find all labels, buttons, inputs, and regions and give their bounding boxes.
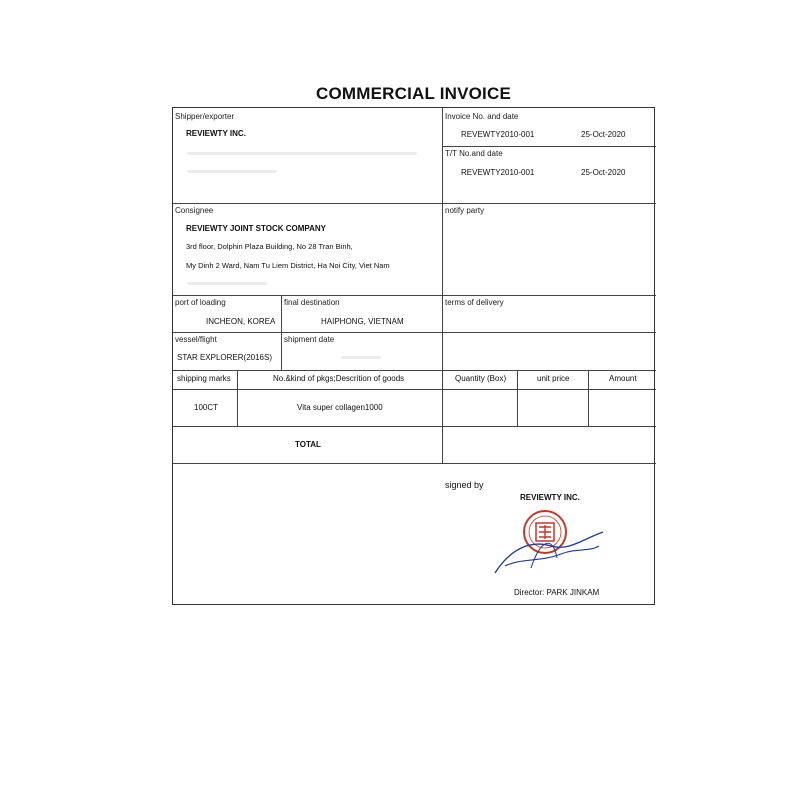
tt-label: T/T No.and date	[445, 149, 503, 158]
tt-number: REVEWTY2010-001	[461, 168, 535, 177]
document-title: COMMERCIAL INVOICE	[315, 84, 512, 103]
invoice-number: REVEWTY2010-001	[461, 130, 535, 139]
divider	[173, 389, 656, 390]
director-signature	[491, 518, 611, 578]
vessel-label: vessel/flight	[175, 335, 217, 344]
consignee-address-line-1: 3rd floor, Dolphin Plaza Building, No 28 Tran Binh,	[186, 242, 353, 251]
header-amount: Amount	[609, 374, 637, 383]
invoice-label: Invoice No. and date	[445, 112, 519, 121]
tt-date: 25-Oct-2020	[581, 168, 626, 177]
redacted-text	[341, 356, 381, 359]
header-shipping-marks: shipping marks	[177, 374, 231, 383]
divider	[442, 108, 443, 463]
divider	[173, 295, 656, 296]
redacted-text	[187, 152, 417, 155]
notify-party-label: notify party	[445, 206, 485, 215]
divider	[588, 370, 589, 426]
consignee-name: REVIEWTY JOINT STOCK COMPANY	[186, 224, 327, 233]
terms-of-delivery-label: terms of delivery	[445, 298, 504, 307]
invoice-form	[172, 107, 655, 605]
signature-company: REVIEWTY INC.	[520, 493, 580, 502]
director-name: Director: PARK JINKAM	[514, 588, 600, 597]
shipper-name: REVIEWTY INC.	[186, 129, 246, 138]
redacted-text	[187, 282, 267, 285]
row-description: Vita super collagen1000	[297, 403, 383, 412]
header-quantity: Quantity (Box)	[455, 374, 507, 383]
divider	[173, 426, 656, 427]
header-description: No.&kind of pkgs;Descrition of goods	[273, 374, 405, 383]
signed-by-label: signed by	[445, 480, 484, 490]
final-destination-value: HAIPHONG, VIETNAM	[321, 317, 404, 326]
row-shipping-marks: 100CT	[194, 403, 219, 412]
total-label: TOTAL	[295, 440, 321, 449]
divider	[281, 295, 282, 370]
divider	[173, 370, 656, 371]
invoice-date: 25-Oct-2020	[581, 130, 626, 139]
redacted-text	[187, 170, 277, 173]
vessel-value: STAR EXPLORER(2016S)	[177, 353, 272, 362]
port-of-loading-label: port of loading	[175, 298, 226, 307]
header-unit-price: unit price	[537, 374, 570, 383]
final-destination-label: final destination	[284, 298, 340, 307]
divider	[173, 332, 656, 333]
divider	[173, 203, 656, 204]
shipper-label: Shipper/exporter	[175, 112, 235, 121]
port-of-loading-value: INCHEON, KOREA	[206, 317, 276, 326]
consignee-label: Consignee	[175, 206, 214, 215]
shipment-date-label: shipment date	[284, 335, 335, 344]
consignee-address-line-2: My Dinh 2 Ward, Nam Tu Liem District, Ha Noi City, Viet Nam	[186, 261, 390, 270]
divider	[442, 146, 656, 147]
divider	[173, 463, 656, 464]
divider	[237, 370, 238, 426]
divider	[517, 370, 518, 426]
